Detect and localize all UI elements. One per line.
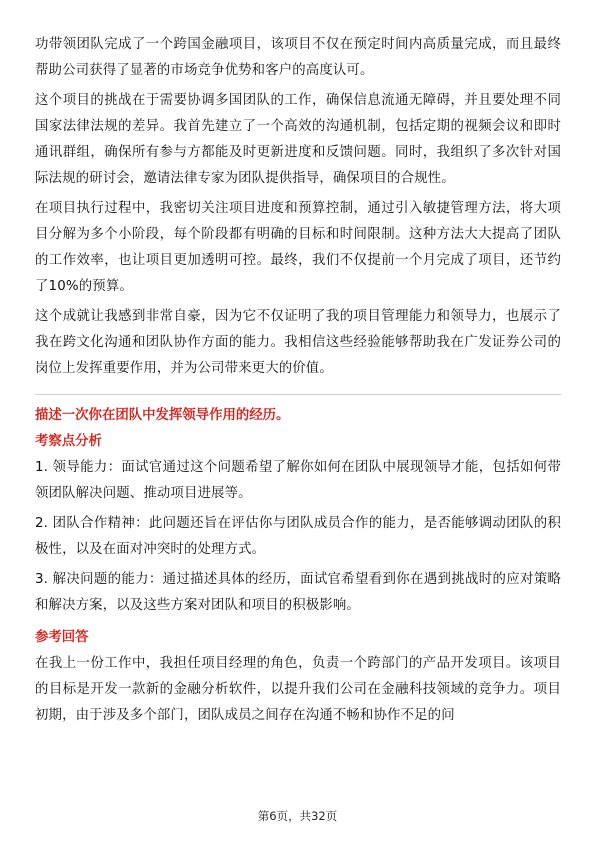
page-content [35,32,561,733]
reference-answer-title: 参考回答 [35,630,89,645]
body-paragraph: 在项目执行过程中，我密切关注项目进度和预算控制，通过引入敏捷管理方法，将大项目分解为多个小阶段，每个阶段都有明确的目标和时间限制。这种方法大大提高了团队的工作效率，也让项目更加透明可控。最终，我们不仅提前一个月完成了项目，还节约了10%的预算。 [35,201,561,294]
analysis-title: 考察点分析 [35,434,102,449]
section-divider [35,394,561,395]
body-paragraph: 这个成就让我感到非常自豪，因为它不仅证明了我的项目管理能力和领导力，也展示了我在跨文化沟通和团队协作方面的能力。我相信这些经验能够帮助我在广发证券公司的岗位上发挥重要作用，并为公司带来更大的价值。 [35,309,561,376]
body-paragraph: 功带领团队完成了一个跨国金融项目，该项目不仅在预定时间内高质量完成，而且最终帮助公司获得了显著的市场竞争优势和客户的高度认可。 [35,37,561,78]
analysis-point: 1. 领导能力：面试官通过这个问题希望了解你如何在团队中展现领导才能，包括如何带领团队解决问题、推动项目进展等。 [35,460,561,501]
reference-answer-text: 在我上一份工作中，我担任项目经理的角色，负责一个跨部门的产品开发项目。该项目的目标是开发一款新的金融分析软件，以提升我们公司在金融科技领域的竞争力。项目初期，由于涉及多个部门，团队成员之间存在沟通不畅和协作不足的问 [35,656,561,723]
body-paragraph: 这个项目的挑战在于需要协调多国团队的工作，确保信息流通无障碍，并且要处理不同国家法律法规的差异。我首先建立了一个高效的沟通机制，包括定期的视频会议和即时通讯群组，确保所有参与方都能及时更新进度和反馈问题。同时，我组织了多次针对国际法规的研讨会，邀请法律专家为团队提供指导，确保项目的合规性。 [35,93,561,186]
page-number: 第6页，共32页 [257,809,338,823]
analysis-point: 2. 团队合作精神：此问题还旨在评估你与团队成员合作的能力，是否能够调动团队的积极性，以及在面对冲突时的处理方式。 [35,516,561,557]
question-heading: 描述一次你在团队中发挥领导作用的经历。 [35,408,290,423]
analysis-point: 3. 解决问题的能力：通过描述具体的经历，面试官希望看到你在遇到挑战时的应对策略和解决方案，以及这些方案对团队和项目的积极影响。 [35,572,561,613]
